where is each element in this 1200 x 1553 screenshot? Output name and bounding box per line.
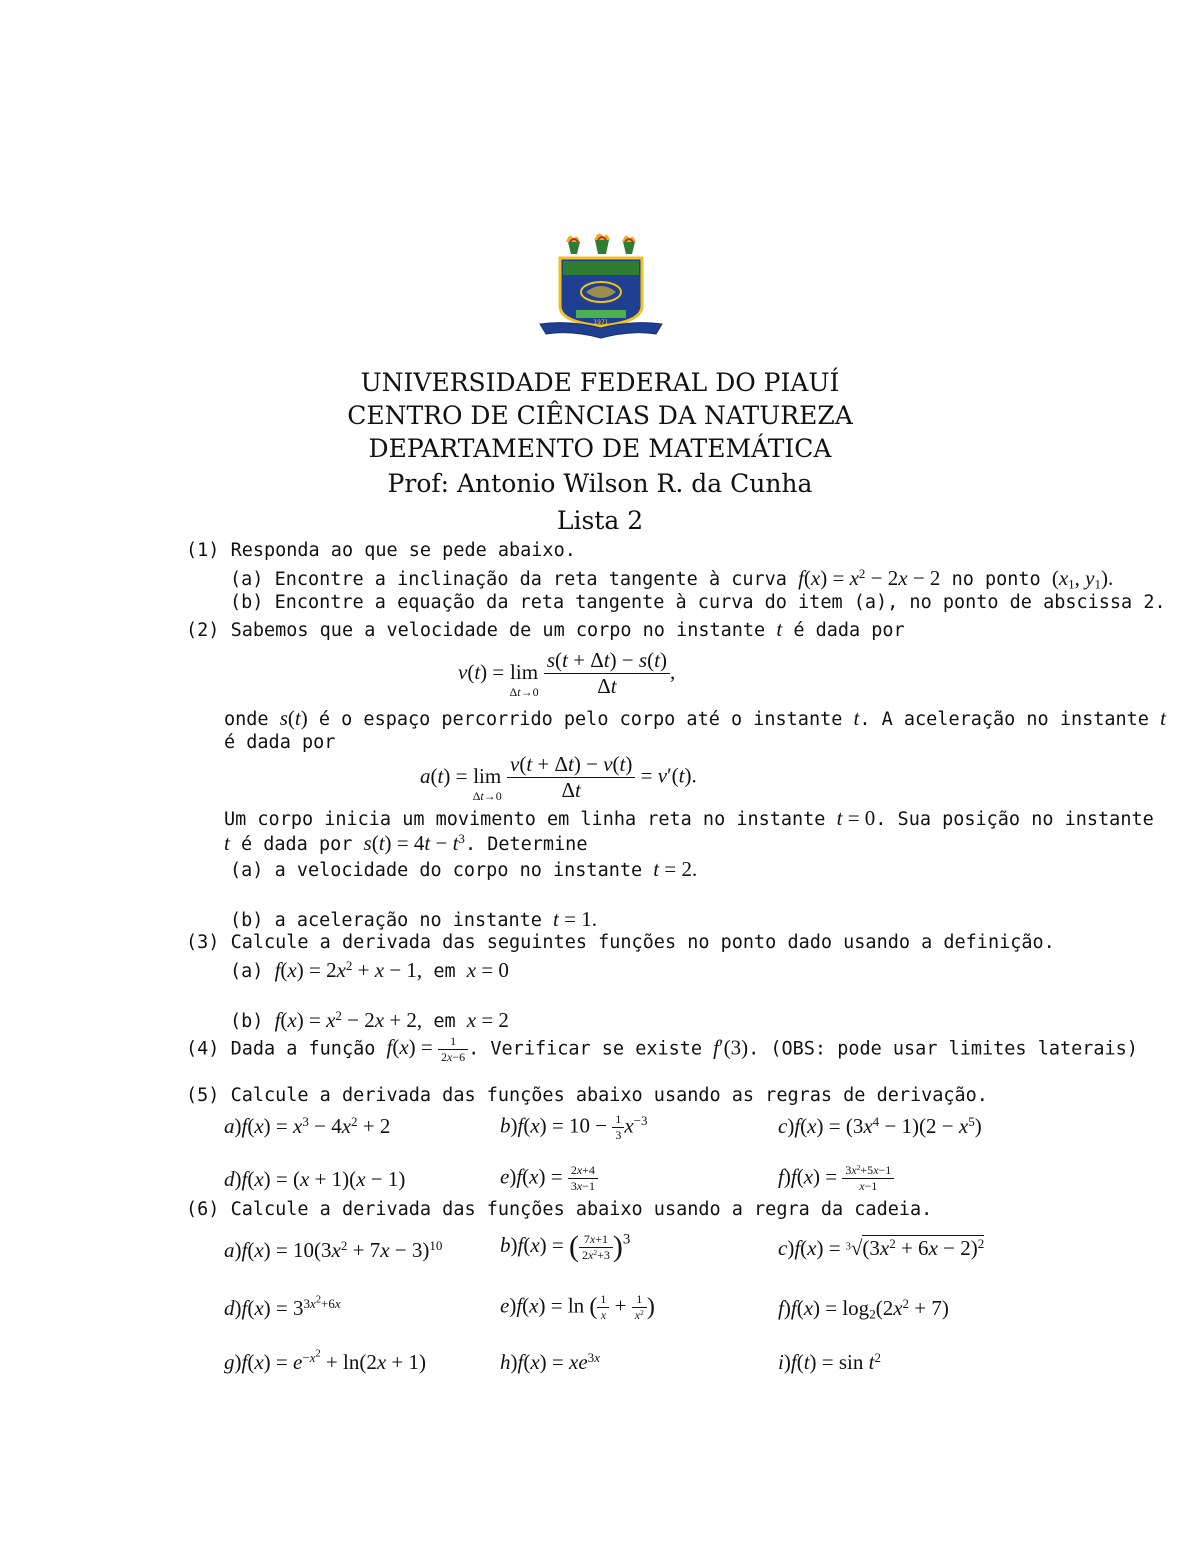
q2-corpo-1: Um corpo inicia um movimento em linha reta no instante	[224, 809, 826, 830]
center-name: CENTRO DE CIÊNCIAS DA NATUREZA	[347, 401, 853, 430]
acceleration-formula: a(t) = lim Δt→0 $\frac{v(t + \Delta t) - v(t)}{\Delta t}$ = v′(t).	[420, 752, 697, 803]
svg-text:1971: 1971	[593, 319, 609, 326]
q1b-label: (b)	[230, 592, 264, 613]
q2-number: (2)	[186, 620, 220, 641]
q6-a: $a)f(x) = 10(3x^2 + 7x - 3)^{10}$	[224, 1237, 443, 1262]
q3a-em: em	[433, 961, 456, 982]
q2-pos-2: . Determine	[464, 834, 588, 855]
q2-corpo-line: Um corpo inicia um movimento em linha reta no instante t = 0. Sua posição no instante	[224, 806, 1154, 830]
q2b-label: (b)	[230, 910, 264, 931]
q3b-label: (b)	[230, 1011, 264, 1032]
university-seal	[536, 228, 666, 342]
q2-item-b: (b) a aceleração no instante t = 1.	[230, 907, 597, 931]
q2-text: Sabemos que a velocidade de um corpo no instante	[230, 620, 766, 641]
q6-text: Calcule a derivada das funções abaixo usando a regra da cadeia.	[230, 1199, 933, 1220]
q6-g: $g)f(x) = e^{-x^2} + \ln(2x + 1)$	[224, 1348, 427, 1374]
q1a-text: Encontre a inclinação da reta tangente à curva	[274, 569, 787, 590]
q1-line	[186, 540, 576, 561]
q1-item-b	[230, 592, 1166, 613]
q6-line	[186, 1199, 932, 1220]
q3-item-b: (b) $f(x) = x^2 - 2x + 2$, em x = 2	[230, 1007, 509, 1032]
q2b-text: a aceleração no instante	[274, 910, 542, 931]
q6-h: $h)f(x) = xe^{3x}$	[500, 1349, 600, 1374]
q6-f: $f)f(x) = \log_2(2x^2 + 7)$	[778, 1295, 949, 1322]
q6-i: $i)f(t) = \sin t^2$	[778, 1349, 881, 1374]
q2-corpo-2: . Sua posição no instante	[875, 809, 1154, 830]
q2-onde-line: onde s(t) é o espaço percorrido pelo corpo até o instante t. A aceleração no instante t	[224, 706, 1166, 730]
q3a-label: (a)	[230, 961, 264, 982]
q2-text-end: é dada por	[793, 620, 905, 641]
q6-c: $c)f(x) = ^3√(3x^2 + 6x - 2)^2$	[778, 1235, 985, 1260]
q5-e: e)f(x) = $\frac{2x+4}{3x-1}$	[500, 1163, 598, 1194]
q4-text: Dada a função	[230, 1038, 376, 1060]
q2-onde-2: é o espaço percorrido pelo corpo até o instante	[318, 709, 843, 730]
q6-e: e)f(x) = ln ( $\frac{1}{x}$ + $\frac{1}{x^2}$ )	[500, 1292, 655, 1322]
q4-text2: . Verificar se existe	[468, 1038, 703, 1060]
q4-text3: . (OBS: pode usar limites laterais)	[748, 1038, 1138, 1060]
q5-line	[186, 1085, 988, 1106]
q3b-em: em	[433, 1011, 456, 1032]
q3-item-a: (a) $f(x) = 2x^2 + x - 1$, em x = 0	[230, 957, 509, 982]
q2-onde-3: . A aceleração no instante	[859, 709, 1149, 730]
q5-a: $a)f(x) = x^3 - 4x^2 + 2$	[224, 1113, 391, 1138]
q6-d: $d)f(x) = 3^{3x^2+6x}$	[224, 1294, 341, 1320]
q4-number: (4)	[186, 1038, 220, 1060]
torch-icon	[566, 233, 636, 254]
q1a-formula: $f(x) = x^2 - 2x - 2$	[798, 565, 941, 590]
q6-number: (6)	[186, 1199, 220, 1220]
q2-pos-line: t é dada por $s(t) = 4t - t^3$. Determine	[224, 830, 588, 855]
university-name: UNIVERSIDADE FEDERAL DO PIAUÍ	[360, 368, 840, 397]
velocity-formula: v(t) = lim Δt→0 $\frac{s(t + \Delta t) - s(t)}{\Delta t}$ ,	[458, 648, 676, 699]
q1-item-a	[230, 566, 1113, 591]
q2-line2-text: é dada por	[224, 732, 336, 753]
q5-c: $c)f(x) = (3x^4 - 1)(2 - x^5)$	[778, 1113, 982, 1138]
department-name: DEPARTAMENTO DE MATEMÁTICA	[368, 434, 832, 463]
q5-b: b)f(x) = 10 − $\frac{1}{3}$ $x^{-3}$	[500, 1112, 648, 1142]
q1a-point: ($x_1$, $y_1$).	[1051, 566, 1114, 592]
q2-pos-1: é dada por	[240, 834, 353, 855]
q1a-text2: no ponto	[951, 569, 1041, 590]
q1-number: (1)	[186, 540, 220, 561]
q1-text: Responda ao que se pede abaixo.	[230, 540, 576, 561]
q3-number: (3)	[186, 932, 220, 953]
q2a-label: (a)	[230, 860, 264, 881]
list-title: Lista 2	[556, 506, 644, 535]
professor-name: Prof: Antonio Wilson R. da Cunha	[387, 469, 813, 498]
q5-d: d)f(x) = (x + 1)(x − 1)	[224, 1167, 406, 1191]
q2a-text: a velocidade do corpo no instante	[274, 860, 643, 881]
q1b-text: Encontre a equação da reta tangente à curva do item (a), no ponto de abscissa 2.	[274, 592, 1166, 613]
q3-text: Calcule a derivada das seguintes funções no ponto dado usando a definição.	[230, 932, 1055, 953]
q3-line	[186, 932, 1055, 953]
q2-item-a: (a) a velocidade do corpo no instante t = 2.	[230, 857, 698, 881]
q5-number: (5)	[186, 1085, 220, 1106]
q2-line: (2) Sabemos que a velocidade de um corpo no instante t é dada por	[186, 617, 905, 641]
q4-line: (4) Dada a função f(x) = $\frac{1}{2x-6}$ . Verificar se existe f′(3). (OBS: pode usar limites laterais)	[186, 1034, 1138, 1064]
q6-b: b)f(x) = ( $\frac{7x+1}{2x^2+3}$ )$^3$	[500, 1230, 631, 1263]
q1a-label: (a)	[230, 569, 264, 590]
q5-f: f)f(x) = $\frac{3x^2+5x-1}{x-1}$	[778, 1163, 894, 1194]
q5-text: Calcule a derivada das funções abaixo usando as regras de derivação.	[230, 1085, 988, 1106]
q2-line2	[224, 732, 335, 753]
q2-onde-1: onde	[224, 709, 269, 730]
